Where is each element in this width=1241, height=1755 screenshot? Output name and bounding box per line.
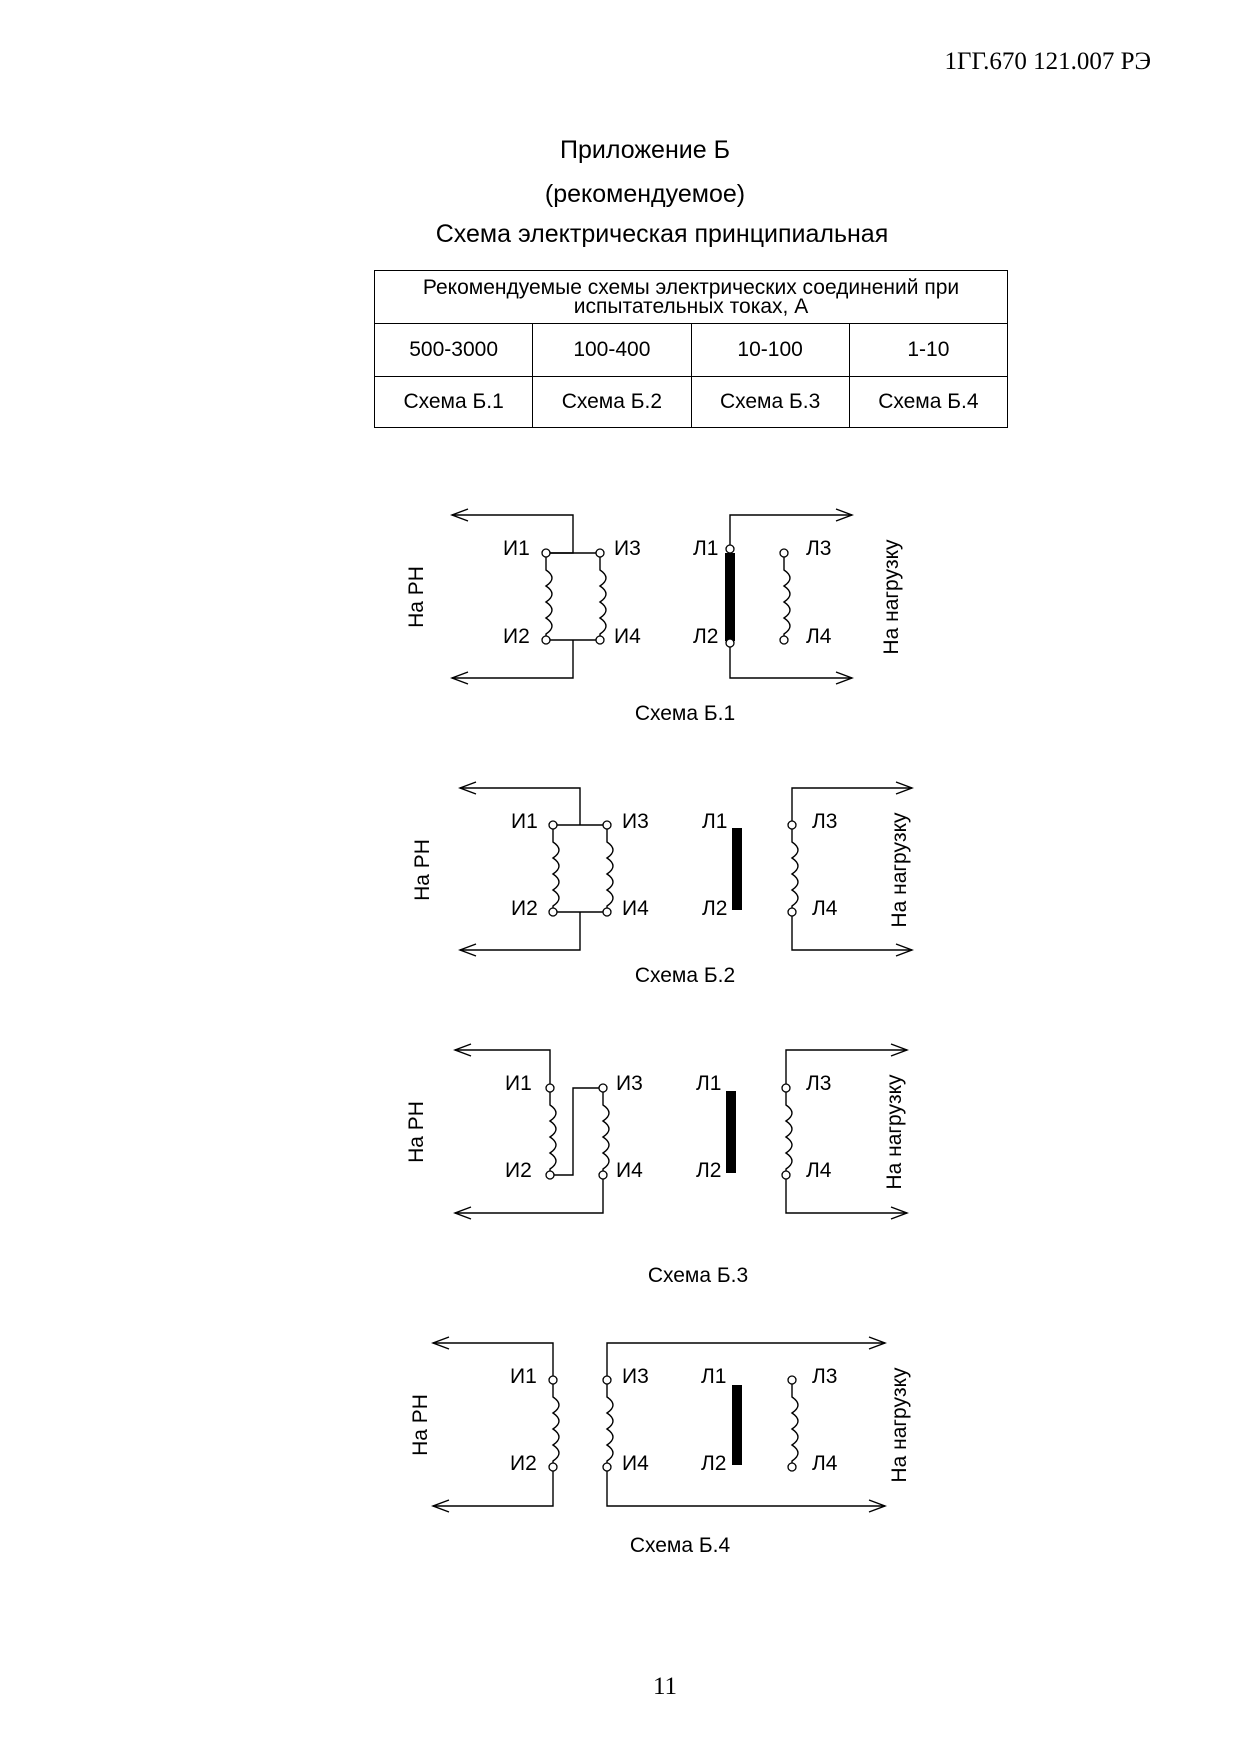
terminal-label-i3: И3 (616, 1072, 643, 1095)
terminal (603, 1376, 611, 1384)
terminal-label-i2: И2 (505, 1159, 532, 1182)
terminal-label-l4: Л4 (806, 1159, 832, 1182)
terminal-label-i3: И3 (614, 537, 641, 560)
scheme-caption: Схема Б.4 (629, 1534, 731, 1557)
scheme-b1-diagram (452, 509, 852, 684)
terminal (599, 1084, 607, 1092)
terminal-label-i3: И3 (622, 810, 649, 833)
terminal (549, 821, 557, 829)
terminal (726, 639, 734, 647)
terminal-label-l2: Л2 (701, 1452, 727, 1475)
core-bar (726, 1091, 736, 1173)
terminal-label-l2: Л2 (702, 897, 728, 920)
terminal-label-l4: Л4 (812, 897, 838, 920)
terminal-label-i4: И4 (622, 1452, 649, 1475)
terminal-label-l4: Л4 (812, 1452, 838, 1475)
schema-title: Схема электрическая принципиальная (435, 220, 889, 248)
terminal (788, 821, 796, 829)
terminal-label-l3: Л3 (812, 810, 838, 833)
scheme-b4-diagram (433, 1337, 885, 1512)
terminal (726, 545, 734, 553)
scheme-caption: Схема Б.2 (634, 964, 736, 987)
terminal-label-i3: И3 (622, 1365, 649, 1388)
terminal (788, 1463, 796, 1471)
right-side-label: На нагрузку (888, 1367, 911, 1483)
core-bar (725, 553, 735, 641)
left-side-label: На РН (411, 839, 434, 901)
terminal (549, 1376, 557, 1384)
document-code: 1ГГ.670 121.007 РЭ (944, 48, 1151, 75)
terminal (782, 1084, 790, 1092)
terminal (603, 821, 611, 829)
terminal-label-i1: И1 (505, 1072, 532, 1095)
terminal (603, 1463, 611, 1471)
terminal (603, 908, 611, 916)
terminal-label-l3: Л3 (812, 1365, 838, 1388)
right-side-label: На нагрузку (888, 812, 911, 928)
scheme-cell: Схема Б.3 (691, 377, 849, 428)
terminal-label-l4: Л4 (806, 625, 832, 648)
core-bar (732, 828, 742, 910)
terminal-label-l1: Л1 (701, 1365, 727, 1388)
scheme-caption: Схема Б.3 (647, 1264, 749, 1287)
right-side-label: На нагрузку (880, 539, 903, 655)
terminal (596, 636, 604, 644)
scheme-b3-diagram (455, 1044, 907, 1219)
terminal (596, 549, 604, 557)
left-side-label: На РН (405, 566, 428, 628)
terminal-label-l1: Л1 (693, 537, 719, 560)
terminal (780, 636, 788, 644)
appendix-title: Приложение Б (560, 136, 730, 164)
terminal-label-i4: И4 (622, 897, 649, 920)
terminal (546, 1171, 554, 1179)
terminal-label-i4: И4 (616, 1159, 643, 1182)
terminal-label-i2: И2 (510, 1452, 537, 1475)
terminal (542, 549, 550, 557)
terminal-label-i1: И1 (510, 1365, 537, 1388)
scheme-cell: Схема Б.4 (849, 377, 1007, 428)
terminal (549, 908, 557, 916)
terminal (782, 1171, 790, 1179)
current-cell: 10-100 (691, 324, 849, 377)
left-side-label: На РН (405, 1101, 428, 1163)
terminal (788, 908, 796, 916)
terminal-label-l2: Л2 (693, 625, 719, 648)
terminal-label-l1: Л1 (702, 810, 728, 833)
scheme-caption: Схема Б.1 (634, 702, 736, 725)
terminal (780, 549, 788, 557)
terminal (549, 1463, 557, 1471)
terminal-label-i1: И1 (511, 810, 538, 833)
terminal (546, 1084, 554, 1092)
scheme-cell: Схема Б.2 (533, 377, 691, 428)
terminal-label-i1: И1 (503, 537, 530, 560)
current-cell: 500-3000 (375, 324, 533, 377)
left-side-label: На РН (409, 1394, 432, 1456)
terminal-label-l1: Л1 (696, 1072, 722, 1095)
current-cell: 100-400 (533, 324, 691, 377)
page-number: 11 (652, 1673, 678, 1700)
terminal-label-l2: Л2 (696, 1159, 722, 1182)
terminal (542, 636, 550, 644)
scheme-b2-diagram (460, 782, 912, 956)
terminal-label-l3: Л3 (806, 537, 832, 560)
appendix-subtitle: (рекомендуемое) (544, 180, 746, 208)
terminal (788, 1376, 796, 1384)
terminal-label-i2: И2 (511, 897, 538, 920)
terminal (599, 1171, 607, 1179)
table-header-cell: Рекомендуемые схемы электрических соединений при испытательных токах, А (375, 271, 1008, 324)
core-bar (732, 1385, 742, 1465)
scheme-cell: Схема Б.1 (375, 377, 533, 428)
terminal-label-i4: И4 (614, 625, 641, 648)
current-cell: 1-10 (849, 324, 1007, 377)
terminal-label-l3: Л3 (806, 1072, 832, 1095)
right-side-label: На нагрузку (883, 1074, 906, 1190)
terminal-label-i2: И2 (503, 625, 530, 648)
